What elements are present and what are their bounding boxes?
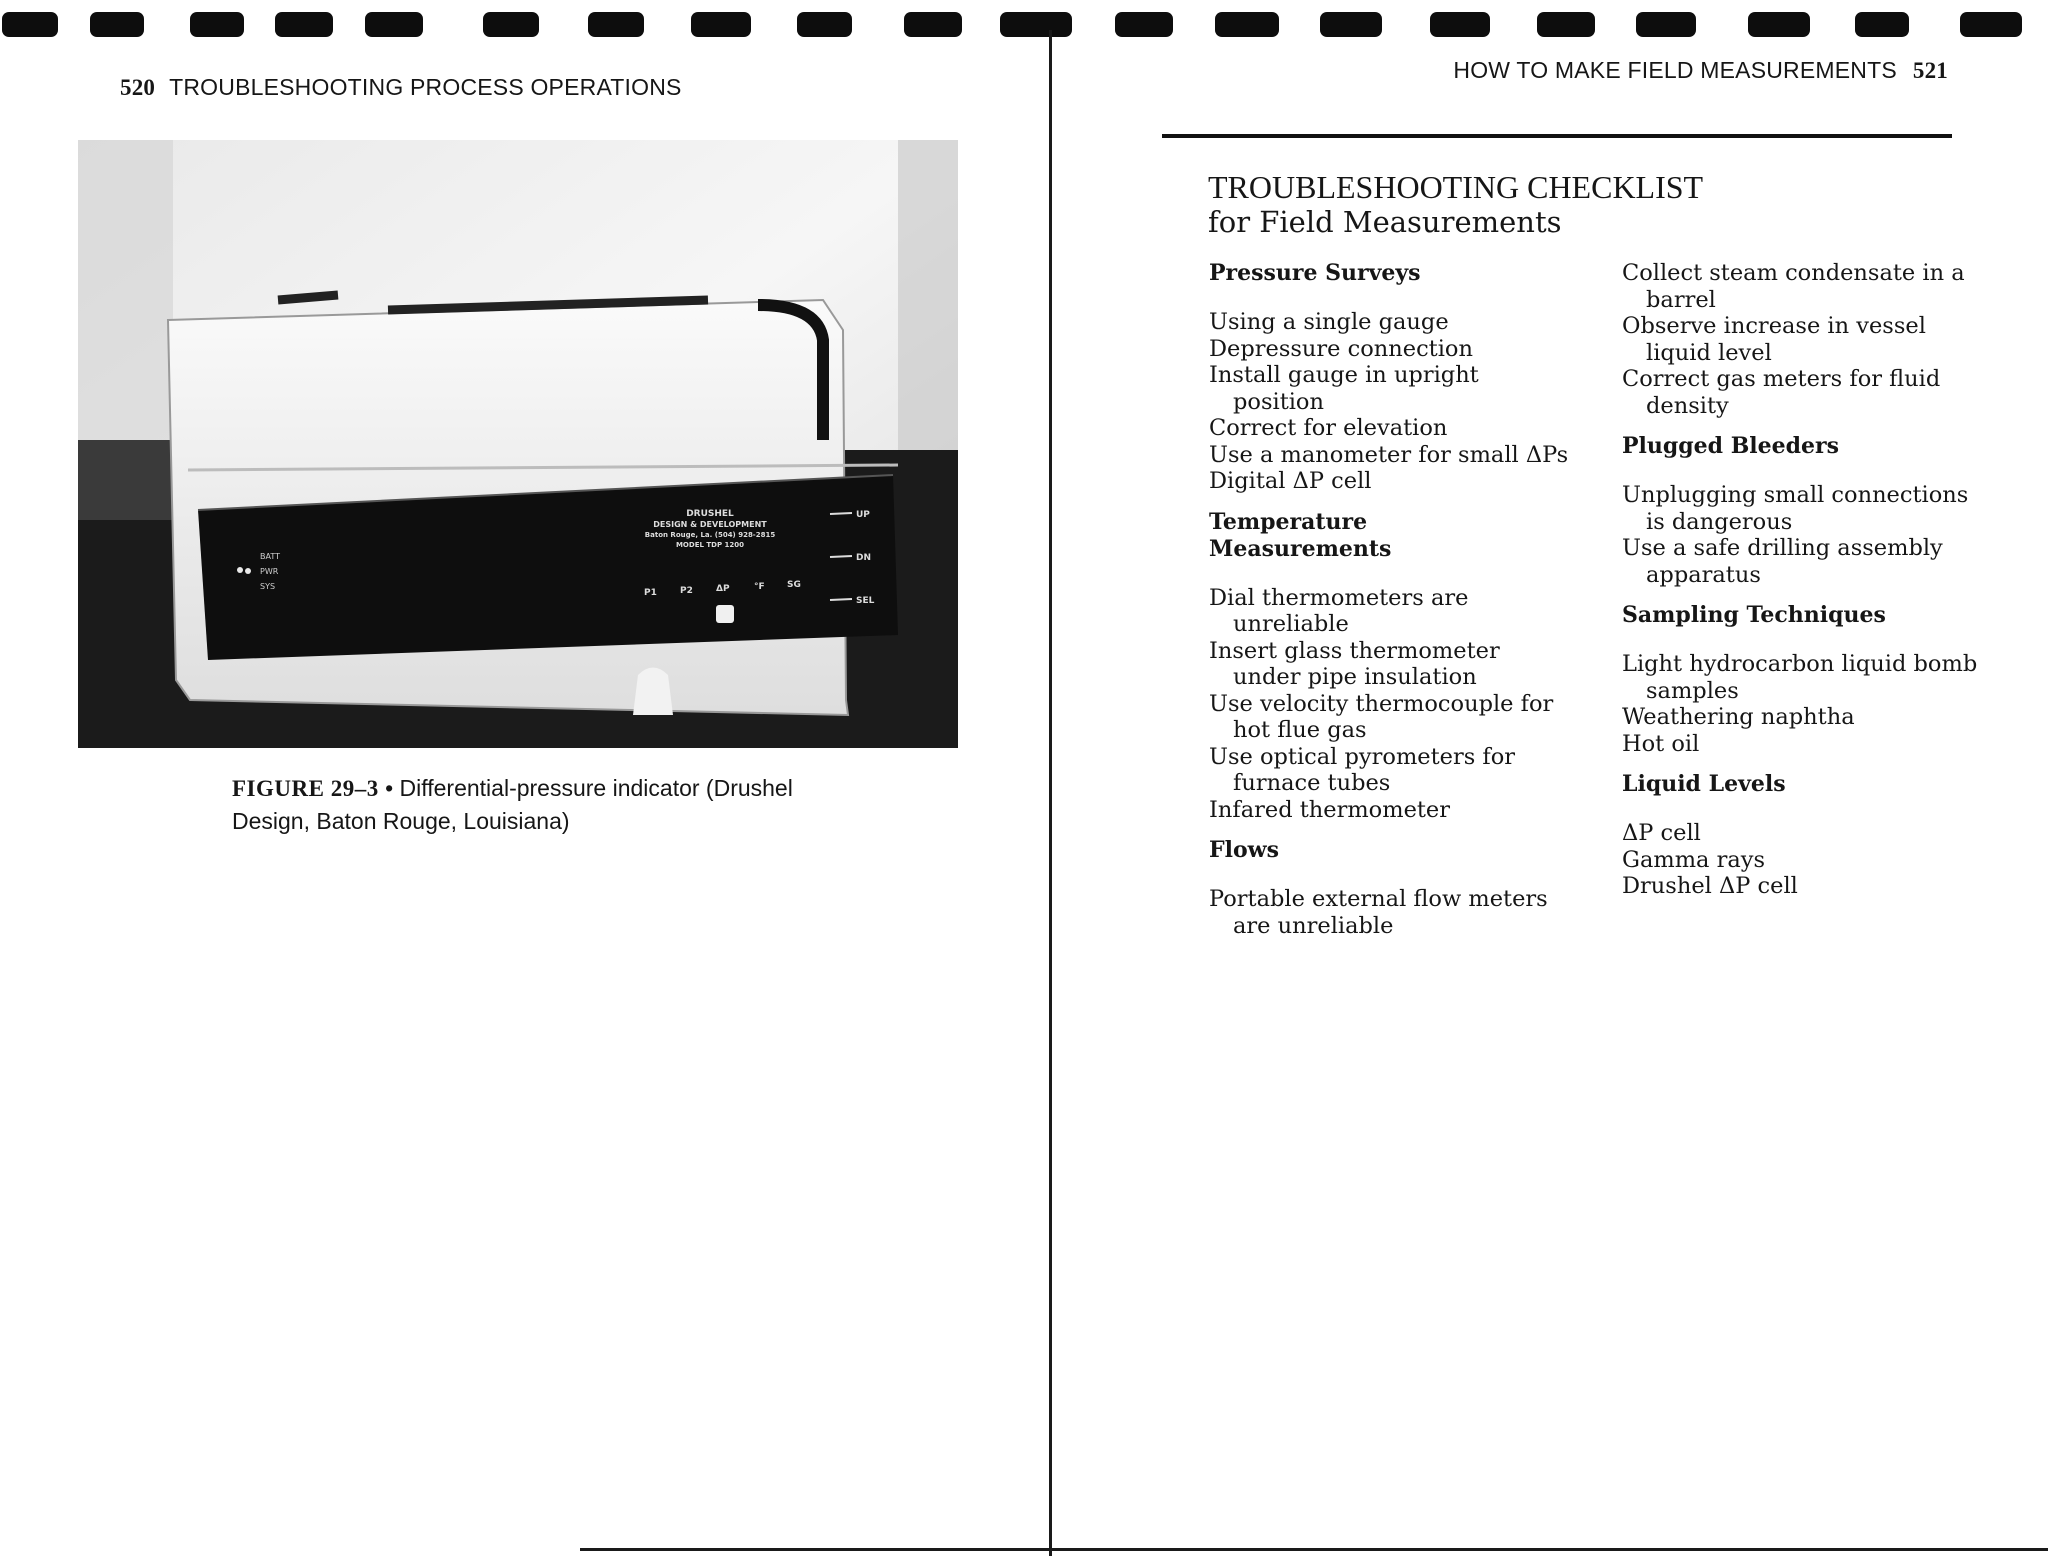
binding-hole	[1430, 12, 1490, 37]
list-item: Using a single gauge	[1209, 309, 1449, 335]
photo-button-label: P2	[680, 586, 693, 596]
section-list	[1622, 820, 1982, 900]
binding-hole	[797, 12, 852, 37]
list-item: Use a safe drilling assembly apparatus	[1622, 535, 1943, 588]
photo-side-button-label: DN	[856, 553, 872, 563]
right-running-title: HOW TO MAKE FIELD MEASUREMENTS	[1453, 57, 1897, 83]
list-item: Dial thermometers are unreliable	[1209, 584, 1469, 637]
binding-hole	[1748, 12, 1810, 37]
checklist-section	[1209, 260, 1569, 495]
photo-side-button-label: UP	[856, 510, 870, 520]
section-list	[1622, 651, 1982, 757]
list-item: Collect steam condensate in a barrel	[1622, 260, 1965, 313]
section-list	[1622, 482, 1982, 588]
section-heading: Liquid Levels	[1622, 771, 1786, 797]
section-list	[1209, 886, 1569, 939]
list-item: Depressure connection	[1209, 335, 1473, 362]
photo-side-button-label: SEL	[856, 596, 875, 606]
binding-hole	[483, 12, 539, 37]
photo-indicator-label: BATT	[260, 552, 280, 561]
section-heading: Sampling Techniques	[1622, 602, 1886, 628]
list-item: Infared thermometer	[1209, 796, 1450, 823]
checklist-column-1	[1209, 260, 1569, 953]
list-item: Gamma rays	[1622, 846, 1766, 873]
binding-hole	[1636, 12, 1696, 37]
binding-hole	[190, 12, 244, 37]
list-item: Use a manometer for small ΔPs	[1209, 441, 1569, 468]
figure-label: FIGURE 29–3	[232, 776, 379, 801]
binding-hole	[1115, 12, 1173, 37]
binding-hole	[90, 12, 144, 37]
photo-button-label: ΔP	[716, 584, 730, 594]
list-item: Light hydrocarbon liquid bomb samples	[1622, 651, 1978, 704]
list-item: Install gauge in upright position	[1209, 362, 1479, 415]
figure-photo	[78, 140, 958, 748]
binding-hole	[1960, 12, 2022, 37]
list-item: Digital ΔP cell	[1209, 468, 1372, 494]
page-bottom-edge	[580, 1548, 2048, 1551]
section-heading: Flows	[1209, 837, 1279, 863]
list-item: Correct gas meters for fluid density	[1622, 366, 1941, 419]
photo-brand-line: MODEL TDP 1200	[675, 541, 745, 549]
list-item: ΔP cell	[1622, 820, 1701, 846]
caption-bullet: •	[385, 775, 394, 801]
binding-hole	[1320, 12, 1382, 37]
list-item: Unplugging small connections is dangerous	[1622, 482, 1969, 535]
checklist-column-2	[1622, 260, 1982, 914]
checklist-subtitle: for Field Measurements	[1208, 205, 1562, 239]
photo-button-label: P1	[644, 588, 657, 598]
binding-hole	[588, 12, 644, 37]
figure-caption	[232, 772, 872, 837]
section-heading: Plugged Bleeders	[1622, 433, 1840, 459]
photo-brand-line: Baton Rouge, La. (504) 928-2815	[644, 531, 776, 539]
photo-button-label: °F	[754, 582, 765, 592]
binding-hole	[275, 12, 333, 37]
photo-indicator-label: SYS	[260, 582, 276, 591]
section-heading: Pressure Surveys	[1209, 260, 1421, 286]
section-list	[1209, 585, 1569, 824]
checklist-section	[1209, 837, 1569, 939]
photo-brand-line: DRUSHEL	[686, 509, 734, 519]
list-item: Observe increase in vessel liquid level	[1622, 313, 1926, 366]
checklist-section	[1622, 433, 1982, 588]
photo-indicator-label: PWR	[260, 567, 279, 576]
checklist-section	[1622, 260, 1982, 419]
photo-button-label: SG	[787, 580, 801, 590]
caption-text: Differential-pressure indicator (Drushel Design, Baton Rouge, Louisiana)	[232, 775, 793, 834]
page-gutter	[1049, 30, 1052, 1556]
binding-hole	[691, 12, 751, 37]
checklist-section	[1622, 602, 1982, 757]
binding-hole	[1855, 12, 1909, 37]
list-item: Portable external flow meters are unreliable	[1209, 886, 1548, 939]
photo-brand-line: DESIGN & DEVELOPMENT	[653, 520, 767, 529]
binding-holes	[0, 0, 2048, 40]
left-page-number: 520	[120, 75, 156, 100]
list-item: Weathering naphtha	[1622, 704, 1855, 730]
list-item: Correct for elevation	[1209, 415, 1448, 441]
binding-hole	[1215, 12, 1279, 37]
checklist-title: TROUBLESHOOTING CHECKLIST	[1208, 169, 1704, 205]
checklist-section	[1209, 509, 1569, 824]
binding-hole	[904, 12, 962, 37]
binding-hole	[2, 12, 58, 37]
list-item: Insert glass thermometer under pipe insulation	[1209, 637, 1500, 690]
list-item: Use optical pyrometers for furnace tubes	[1209, 743, 1516, 796]
section-list	[1622, 260, 1982, 419]
list-item: Drushel ΔP cell	[1622, 873, 1798, 899]
list-item: Hot oil	[1622, 730, 1700, 757]
checklist-top-rule	[1162, 134, 1952, 138]
left-running-head	[120, 74, 682, 101]
list-item: Use velocity thermocouple for hot flue gas	[1209, 690, 1554, 743]
binding-hole	[1537, 12, 1595, 37]
binding-hole	[1000, 12, 1072, 37]
checklist-section	[1622, 771, 1982, 900]
right-running-head	[1453, 57, 1948, 84]
right-page-number: 521	[1912, 58, 1948, 83]
section-list	[1209, 309, 1569, 495]
section-heading: Temperature Measurements	[1209, 508, 1392, 562]
binding-hole	[365, 12, 423, 37]
left-running-title: TROUBLESHOOTING PROCESS OPERATIONS	[169, 74, 682, 100]
